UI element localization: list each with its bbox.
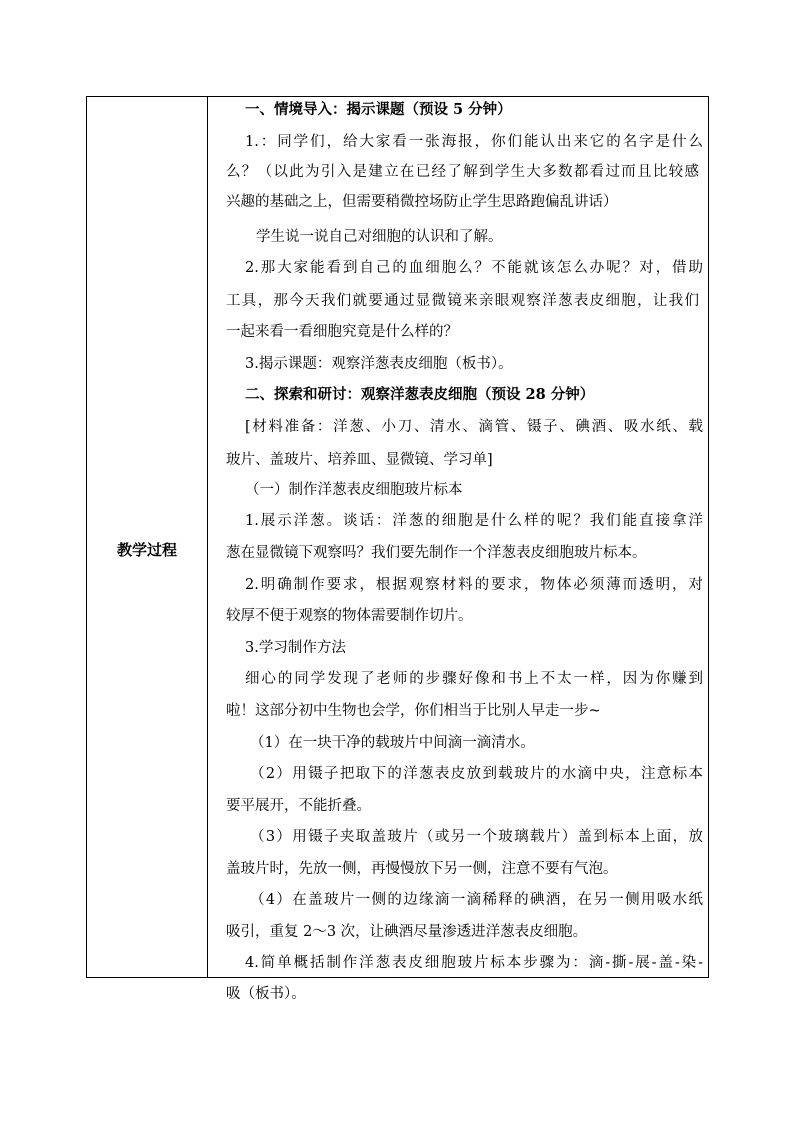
subsection-heading: （一）制作洋葱表皮细胞玻片标本 bbox=[245, 482, 463, 498]
text-line: 一起来看一看细胞究竟是什么样的？ bbox=[226, 324, 458, 340]
text-line: 葱在显微镜下观察吗？我们要先制作一个洋葱表皮细胞玻片标本。 bbox=[226, 545, 647, 561]
text-line: 1.：同学们，给大家看一张海报，你们能认出来它的名字是什么 bbox=[245, 134, 703, 150]
text-line: 要平展开，不能折叠。 bbox=[226, 798, 371, 814]
text-line: 吸（板书）。 bbox=[226, 986, 306, 1002]
text-line: 3.学习制作方法 bbox=[245, 640, 346, 656]
text-line: 啦！这部分初中生物也会学，你们相当于比别人早走一步~ bbox=[226, 703, 601, 719]
text-line: 学生说一说自己对细胞的认识和了解。 bbox=[256, 229, 503, 245]
text-line: 吸引，重复 2～3 次，让碘酒尽量渗透进洋葱表皮细胞。 bbox=[226, 924, 588, 940]
text-line: 1.展示洋葱。谈话：洋葱的细胞是什么样的呢？我们能直接拿洋 bbox=[245, 513, 703, 529]
text-line: 么？（以此为引入是建立在已经了解到学生大多数都看过而且比较感 bbox=[226, 164, 699, 180]
text-line: 4.简单概括制作洋葱表皮细胞玻片标本步骤为：滴-撕-展-盖-染- bbox=[245, 955, 703, 971]
text-line: 兴趣的基础之上，但需要稍微控场防止学生思路跑偏乱讲话） bbox=[226, 194, 618, 210]
text-line: 玻片、盖玻片、培养皿、显微镜、学习单] bbox=[226, 452, 493, 468]
column-divider bbox=[207, 97, 208, 977]
text-line: （3）用镊子夹取盖玻片（或另一个玻璃载片）盖到标本上面，放 bbox=[250, 829, 703, 845]
text-line: 细心的同学发现了老师的步骤好像和书上不太一样，因为你赚到 bbox=[245, 671, 703, 687]
text-line: 2.那大家能看到自己的血细胞么？不能就该怎么办呢？对，借助 bbox=[245, 260, 703, 276]
section-heading-explore: 二、探索和研讨：观察洋葱表皮细胞（预设 28 分钟） bbox=[245, 386, 595, 403]
text-line: 盖玻片时，先放一侧，再慢慢放下另一侧，注意不要有气泡。 bbox=[226, 861, 618, 877]
text-line: （4）在盖玻片一侧的边缘滴一滴稀释的碘酒，在另一侧用吸水纸 bbox=[250, 892, 703, 908]
text-line: （2）用镊子把取下的洋葱表皮放到载玻片的水滴中央，注意标本 bbox=[250, 766, 703, 782]
text-line: （1）在一块干净的载玻片中间滴一滴清水。 bbox=[250, 735, 535, 751]
text-line: 工具，那今天我们就要通过显微镜来亲眼观察洋葱表皮细胞，让我们 bbox=[226, 293, 699, 309]
text-line: 2.明确制作要求，根据观察材料的要求，物体必须薄而透明，对 bbox=[245, 577, 703, 593]
teaching-process-label: 教学过程 bbox=[116, 541, 177, 559]
text-line: 较厚不便于观察的物体需要制作切片。 bbox=[226, 608, 473, 624]
text-line: [材料准备：洋葱、小刀、清水、滴管、镊子、碘酒、吸水纸、载 bbox=[245, 419, 703, 435]
text-line: 3.揭示课题：观察洋葱表皮细胞（板书）。 bbox=[245, 356, 513, 372]
section-heading-intro: 一、情境导入：揭示课题（预设 5 分钟） bbox=[245, 101, 512, 118]
